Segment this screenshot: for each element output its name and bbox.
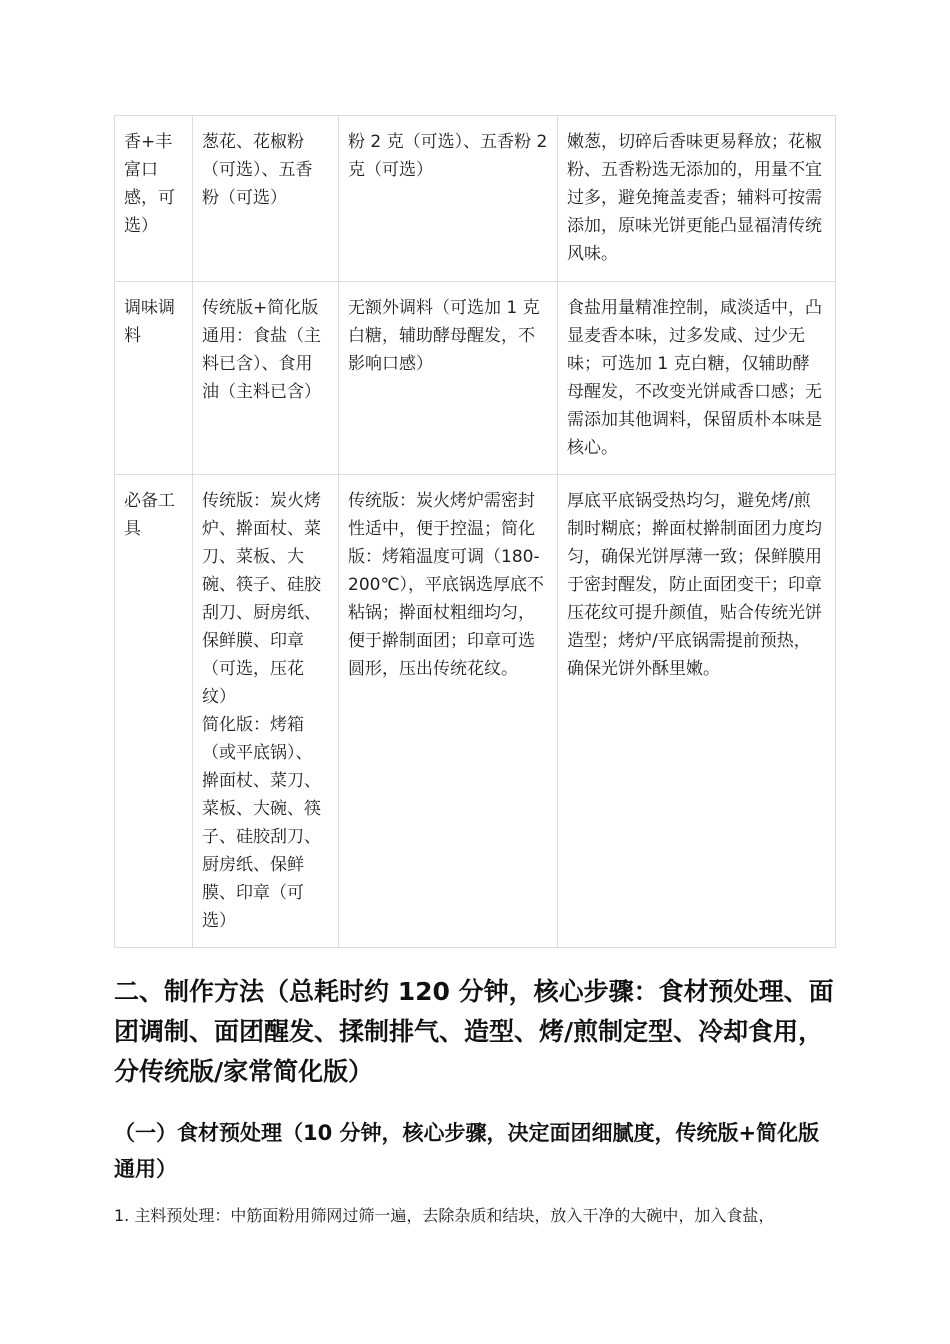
table-cell	[115, 475, 193, 948]
cell-text: 葱花、花椒粉（可选）、五香粉（可选）	[202, 132, 313, 208]
cell-text: 无额外调料（可选加 1 克白糖，辅助酵母醒发，不影响口感）	[348, 298, 540, 374]
cell-text: 厚底平底锅受热均匀，避免烤/煎制时糊底；擀面杖擀制面团力度均匀，确保光饼厚薄一致；保鲜膜用于密封醒发，防止面团变干；印章压花纹可提升颜值，贴合传统光饼造型；烤炉/平底锅需提前预热，确保光饼外酥里嫩。	[567, 491, 822, 679]
table-cell	[339, 282, 558, 475]
table-cell	[193, 475, 339, 948]
cell-text: 传统版：炭火烤炉需密封性适中，便于控温；简化版：烤箱温度可调（180-200℃），平底锅选厚底不粘锅；擀面杖粗细均匀，便于擀制面团；印章可选圆形，压出传统花纹。	[348, 491, 545, 679]
table-cell	[193, 116, 339, 282]
table-cell	[339, 116, 558, 282]
cell-text: 食盐用量精准控制，咸淡适中，凸显麦香本味，过多发咸、过少无味；可选加 1 克白糖，仅辅助酵母醒发，不改变光饼咸香口感；无需添加其他调料，保留质朴本味是核心。	[567, 298, 822, 458]
cell-text: 必备工具	[124, 491, 175, 539]
cell-text: 传统版：炭火烤炉、擀面杖、菜刀、菜板、大碗、筷子、硅胶刮刀、厨房纸、保鲜膜、印章（可选，压花纹） 简化版：烤箱（或平底锅）、擀面杖、菜刀、菜板、大碗、筷子、硅胶刮刀、厨房纸、保鲜膜、印章（可选）	[202, 491, 321, 931]
table-row	[115, 282, 836, 475]
table-row	[115, 116, 836, 282]
table-cell	[558, 475, 836, 948]
cell-text: 香+丰富口感，可选）	[124, 132, 175, 236]
table-cell	[115, 116, 193, 282]
cell-text: 传统版+简化版通用：食盐（主料已含）、食用油（主料已含）	[202, 298, 321, 402]
table-cell	[115, 282, 193, 475]
table-row	[115, 475, 836, 948]
step-paragraph: 1. 主料预处理：中筋面粉用筛网过筛一遍，去除杂质和结块，放入干净的大碗中，加入食盐，	[114, 1206, 775, 1225]
cell-text: 调味调料	[124, 298, 175, 346]
table-cell	[558, 116, 836, 282]
section-heading: 二、制作方法（总耗时约 120 分钟，核心步骤：食材预处理、面团调制、面团醒发、揉制排气、造型、烤/煎制定型、冷却食用，分传统版/家常简化版）	[114, 977, 834, 1086]
table-cell	[339, 475, 558, 948]
ingredients-table	[114, 115, 836, 948]
table-cell	[193, 282, 339, 475]
table-cell	[558, 282, 836, 475]
cell-text: 粉 2 克（可选）、五香粉 2 克（可选）	[348, 132, 553, 180]
subsection-heading: （一）食材预处理（10 分钟，核心步骤，决定面团细腻度，传统版+简化版通用）	[114, 1121, 820, 1181]
cell-text: 嫩葱，切碎后香味更易释放；花椒粉、五香粉选无添加的，用量不宜过多，避免掩盖麦香；辅料可按需添加，原味光饼更能凸显福清传统风味。	[567, 132, 822, 264]
